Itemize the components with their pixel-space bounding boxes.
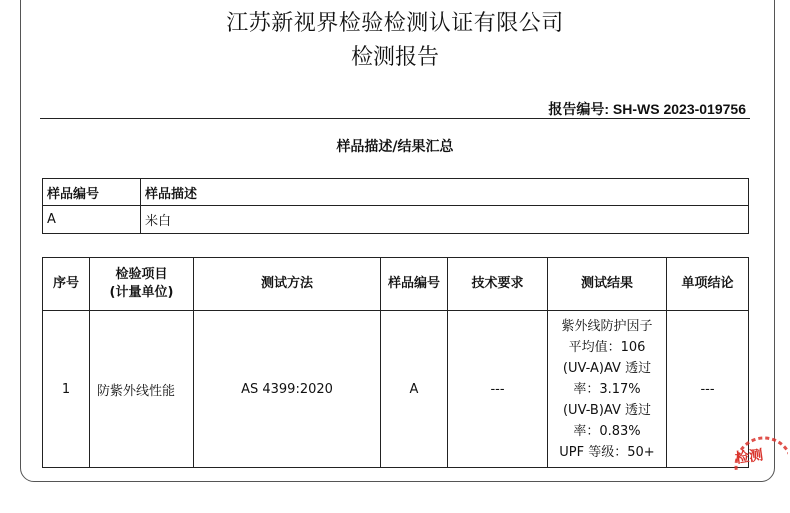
sample-table-header [43,179,749,206]
cell-result [548,311,667,468]
cell-item: 防紫外线性能 [90,311,194,468]
header-seq: 序号 [43,258,90,311]
company-name: 江苏新视界检验检测认证有限公司 [226,11,564,36]
result-line: (UV-B)AV 透过 [562,402,652,418]
stamp-graphic [730,436,788,472]
cell-sample-no: A [43,206,141,234]
header-item-line2: (计量单位) [109,285,174,300]
result-line: UPF 等级：50+ [559,444,655,460]
result-line: 率：0.83% [573,423,641,439]
table-row [43,206,749,234]
section-title: 样品描述/结果汇总 [336,139,454,155]
report-number: 报告编号: SH-WS 2023-019756 [548,101,746,117]
cell-conclusion: --- [667,311,749,468]
result-line: 率：3.17% [573,381,641,397]
stamp-text: 检测 [734,447,765,467]
cell-method: AS 4399:2020 [194,311,381,468]
result-line: 平均值：106 [568,339,646,355]
header-result: 测试结果 [548,258,667,311]
inspection-stamp [730,436,788,472]
sample-table [42,178,749,234]
cell-sample-desc: 米白 [141,206,749,234]
cell-requirement: --- [448,311,548,468]
result-table [42,257,749,468]
header-item [90,258,194,311]
result-line: (UV-A)AV 透过 [562,360,652,376]
header-method: 测试方法 [194,258,381,311]
result-line: 紫外线防护因子 [561,318,653,334]
header-requirement: 技术要求 [448,258,548,311]
cell-sample-no: A [381,311,448,468]
header-item-line1: 检验项目 [115,267,168,282]
header-rule [40,118,750,119]
report-title: 检测报告 [350,45,439,70]
result-table-header [43,258,749,311]
header-conclusion: 单项结论 [667,258,749,311]
cell-seq: 1 [43,311,90,468]
header-sample-desc: 样品描述 [141,179,749,206]
header-sample-no: 样品编号 [381,258,448,311]
table-row [43,311,749,468]
header-sample-no: 样品编号 [43,179,141,206]
